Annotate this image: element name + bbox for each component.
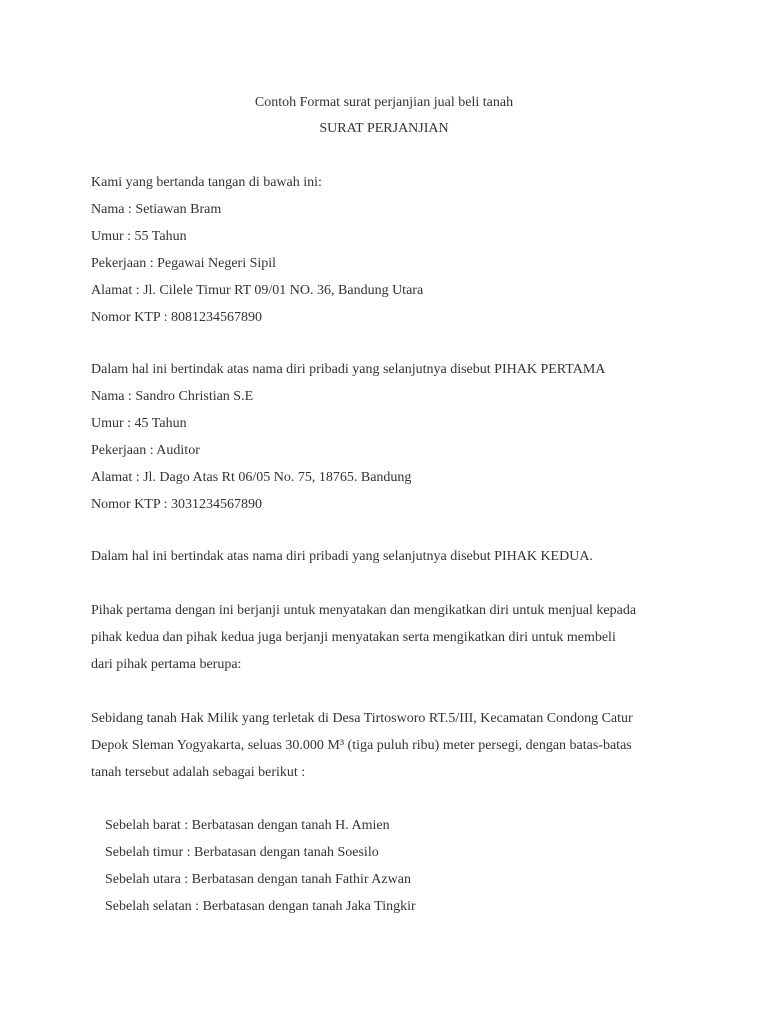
document-heading: Contoh Format surat perjanjian jual beli tanah (254, 95, 514, 110)
party2-ktp: Nomor KTP : 3031234567890 (91, 497, 262, 512)
party1-ktp: Nomor KTP : 8081234567890 (91, 310, 262, 325)
party2-name: Nama : Sandro Christian S.E (91, 389, 254, 404)
boundary-item: Sebelah utara : Berbatasan dengan tanah Fathir Azwan (105, 872, 411, 887)
boundary-item: Sebelah selatan : Berbatasan dengan tanah Jaka Tingkir (105, 899, 416, 914)
party2-age: Umur : 45 Tahun (91, 416, 187, 431)
agreement-line: pihak kedua dan pihak kedua juga berjanji menyatakan serta mengikatkan diri untuk membeli (91, 630, 616, 645)
party1-name: Nama : Setiawan Bram (91, 202, 222, 217)
party1-age: Umur : 55 Tahun (91, 229, 187, 244)
party1-statement: Dalam hal ini bertindak atas nama diri pribadi yang selanjutnya disebut PIHAK PERTAMA (91, 362, 606, 377)
intro-text: Kami yang bertanda tangan di bawah ini: (91, 175, 322, 190)
party2-address: Alamat : Jl. Dago Atas Rt 06/05 No. 75, 18765. Bandung (91, 470, 412, 485)
party2-statement: Dalam hal ini bertindak atas nama diri pribadi yang selanjutnya disebut PIHAK KEDUA. (91, 549, 593, 564)
agreement-line: dari pihak pertama berupa: (91, 657, 242, 672)
land-description-line: Sebidang tanah Hak Milik yang terletak di Desa Tirtosworo RT.5/III, Kecamatan Condong Catur (91, 711, 633, 726)
boundary-item: Sebelah barat : Berbatasan dengan tanah H. Amien (105, 818, 390, 833)
party1-address: Alamat : Jl. Cilele Timur RT 09/01 NO. 36, Bandung Utara (91, 283, 424, 298)
land-description-line: Depok Sleman Yogyakarta, seluas 30.000 M³ (tiga puluh ribu) meter persegi, dengan batas-batas (91, 738, 632, 753)
agreement-line: Pihak pertama dengan ini berjanji untuk menyatakan dan mengikatkan diri untuk menjual kepada (91, 603, 637, 618)
party1-job: Pekerjaan : Pegawai Negeri Sipil (91, 256, 277, 271)
party2-job: Pekerjaan : Auditor (91, 443, 200, 458)
land-description-line: tanah tersebut adalah sebagai berikut : (91, 765, 306, 780)
boundary-item: Sebelah timur : Berbatasan dengan tanah Soesilo (105, 845, 379, 860)
document-title: SURAT PERJANJIAN (319, 121, 449, 136)
